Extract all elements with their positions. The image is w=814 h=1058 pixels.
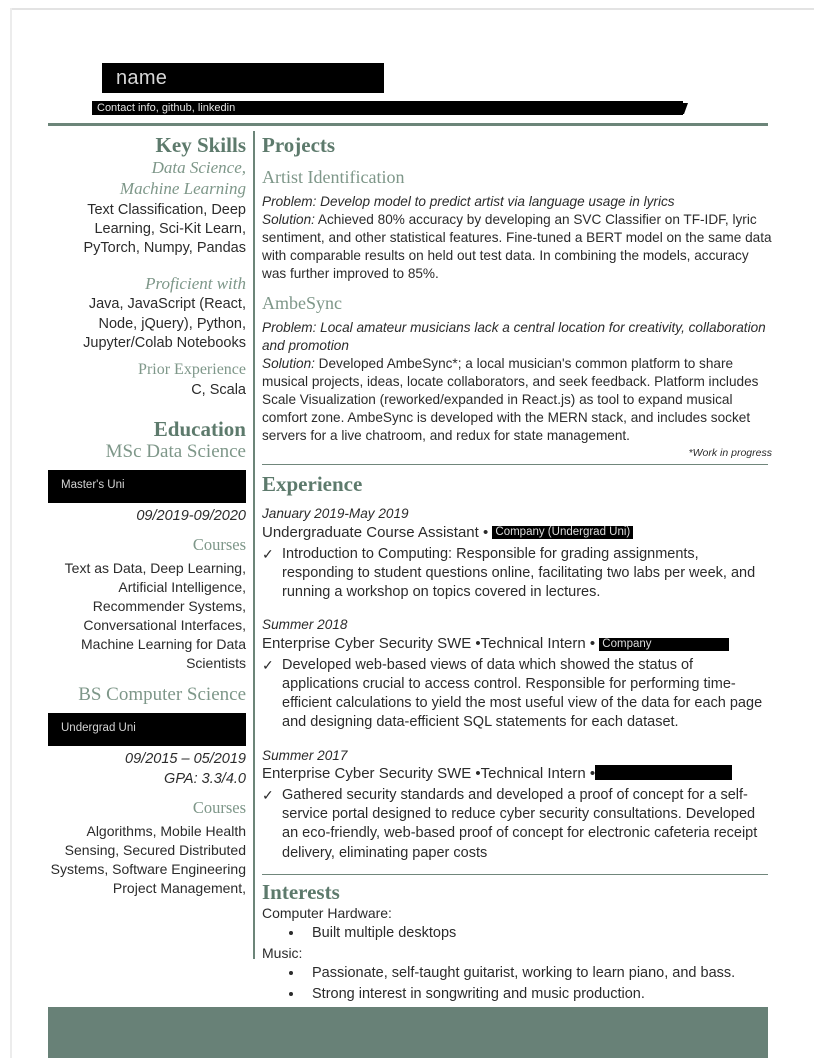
skill-group-label: Prior Experience — [138, 361, 246, 379]
courses-label: Courses — [192, 798, 246, 818]
spacer — [48, 672, 246, 684]
degree-gpa: GPA: 3.3/4.0 — [164, 770, 246, 787]
job-bullet-text: Gathered security standards and developed a proof of concept for a self-service portal designed to reduce cyber security consultations. Developed an eco-friendly, web-based proof of concept for electronic cafeteria receipt delivery, eliminating paper costs — [282, 786, 758, 861]
degree-title: MSc Data Science — [105, 440, 246, 462]
company-redaction: Company — [599, 638, 729, 651]
skill-group-items: C, Scala — [191, 382, 246, 399]
skill-group-items: Java, JavaScript (React, Node, jQuery), Python, Jupyter/Colab Notebooks — [83, 296, 246, 351]
project-body — [262, 193, 772, 283]
work-in-progress-footnote: *Work in progress — [688, 447, 772, 460]
experience-interests-divider — [262, 874, 768, 875]
courses-label: Courses — [192, 535, 246, 555]
job-bullet — [262, 656, 772, 733]
job-entry-summer-2018 — [262, 616, 772, 732]
job-title: Enterprise Cyber Security SWE •Technical Intern • — [262, 765, 596, 783]
job-date: Summer 2017 — [262, 747, 348, 763]
problem-text: Local amateur musicians lack a central location for creativity, collaboration and promotion — [262, 319, 766, 353]
job-title-row — [262, 523, 772, 543]
page-edge-left — [10, 8, 12, 1058]
list-item: • Passionate, self-taught guitarist, working to learn piano, and bass. — [304, 963, 772, 984]
column-divider-rule — [253, 131, 255, 959]
job-title-row — [262, 764, 772, 784]
project-title: AmbeSync — [262, 293, 342, 314]
contact-redaction-bar — [92, 101, 683, 115]
checkmark-icon: ✓ — [262, 786, 274, 803]
job-bullet-text: Developed web-based views of data which showed the status of applications crucial to access control. Responsible for performing time-efficient calculations to yield the most useful view of the data for each page and designing data-efficient SQL statements for each dataset. — [282, 656, 763, 731]
skill-group-items: Text Classification, Deep Learning, Sci-Kit Learn, PyTorch, Numpy, Pandas — [83, 201, 246, 257]
project-title: Artist Identification — [262, 167, 405, 188]
solution-label: Solution: — [262, 355, 315, 371]
job-entry-summer-2017 — [262, 747, 772, 863]
interest-group-label: Computer Hardware: — [262, 905, 392, 922]
project-problem-line — [262, 194, 675, 209]
skill-group-data-science — [48, 157, 246, 259]
skill-group-proficient-with — [48, 273, 246, 354]
degree-dates: 09/2015 – 05/2019 — [125, 751, 246, 768]
school-name: Undergrad Uni — [61, 722, 136, 735]
project-ambesync — [262, 293, 772, 459]
degree-title: BS Computer Science — [78, 684, 246, 706]
problem-label: Problem: — [262, 319, 317, 335]
solution-label: Solution: — [262, 211, 315, 227]
skill-group-label: Data Science, — [151, 158, 246, 178]
solution-text: Developed AmbeSync*; a local musician's common platform to share musical projects, ideas, locate collaborators, and seek feedback. Platform includes Scale Visualization (reworked/expanded in React.js) as tool to expand musical comfort zone. AmbeSync is developed with the MERN stack, and includes socket servers for a live chatroom, and redux for state management. — [262, 355, 759, 444]
job-title: Enterprise Cyber Security SWE •Technical Intern • — [262, 635, 600, 653]
school-redaction-bar — [48, 713, 246, 746]
sidebar — [48, 133, 246, 898]
project-artist-identification — [262, 167, 772, 283]
interest-list — [262, 963, 772, 1005]
skill-group-label: Proficient with — [145, 273, 246, 293]
job-date: Summer 2018 — [262, 617, 348, 633]
list-item: • Built multiple desktops — [304, 923, 772, 944]
job-bullet — [262, 786, 772, 863]
list-item: • Strong interest in songwriting and music production. — [304, 984, 772, 1005]
checkmark-icon: ✓ — [262, 545, 274, 562]
solution-text: Achieved 80% accuracy by developing an SVC Classifier on TF-IDF, lyric sentiment, and other statistical features. Fine-tuned a BERT model on the same data with comparable results on held out test data. In combining the models, accuracy was further improved to 85%. — [262, 211, 772, 282]
problem-label: Problem: — [262, 193, 317, 209]
page-edge-top — [10, 8, 814, 10]
job-date: January 2019-May 2019 — [262, 506, 409, 522]
projects-experience-divider — [262, 464, 768, 465]
main-content — [262, 133, 772, 1012]
interests-heading: Interests — [262, 880, 340, 905]
interest-group-hardware — [262, 904, 772, 944]
school-name: Master's Uni — [61, 478, 125, 491]
checkmark-icon: ✓ — [262, 656, 274, 673]
job-entry-course-assistant — [262, 505, 772, 602]
courses-list: Algorithms, Mobile Health Sensing, Secured Distributed Systems, Software Engineering Project Management, — [50, 823, 246, 896]
degree-dates: 09/2019-09/2020 — [136, 507, 246, 524]
interest-group-music — [262, 944, 772, 1005]
company-redaction — [595, 765, 732, 780]
skill-group-label-line2: Machine Learning — [119, 179, 246, 199]
interest-list — [262, 923, 772, 944]
name-text: name — [116, 67, 168, 89]
courses-list: Text as Data, Deep Learning, Artificial Intelligence, Recommender Systems, Conversational Interfaces, Machine Learning for Data Scientists — [64, 560, 246, 671]
degree-entry-msc — [48, 441, 246, 673]
education-heading: Education — [153, 416, 246, 441]
key-skills-heading: Key Skills — [155, 133, 246, 157]
job-title: Undergraduate Course Assistant • — [262, 524, 493, 542]
school-redaction-bar — [48, 470, 246, 503]
footer-band — [48, 1007, 768, 1058]
header-divider-rule — [48, 123, 768, 126]
skill-group-prior-experience — [48, 360, 246, 400]
project-body — [262, 319, 772, 446]
interest-group-label: Music: — [262, 945, 303, 962]
job-bullet-text: Introduction to Computing: Responsible for grading assignments, responding to student questions online, facilitating two labs per week, and running a workshop on topics covered in lectures. — [282, 545, 756, 601]
spacer — [48, 259, 246, 273]
experience-heading: Experience — [262, 472, 363, 497]
job-title-row — [262, 634, 772, 654]
name-redaction-bar — [102, 63, 384, 93]
contact-text: Contact info, github, linkedin — [97, 102, 236, 114]
projects-heading: Projects — [262, 133, 336, 157]
spacer — [48, 353, 246, 360]
problem-text: Develop model to predict artist via language usage in lyrics — [316, 193, 675, 209]
degree-entry-bs — [48, 684, 246, 897]
company-redaction: Company (Undergrad Uni) — [492, 526, 633, 539]
spacer — [48, 401, 246, 417]
project-problem-line — [262, 320, 766, 353]
job-bullet — [262, 545, 772, 603]
